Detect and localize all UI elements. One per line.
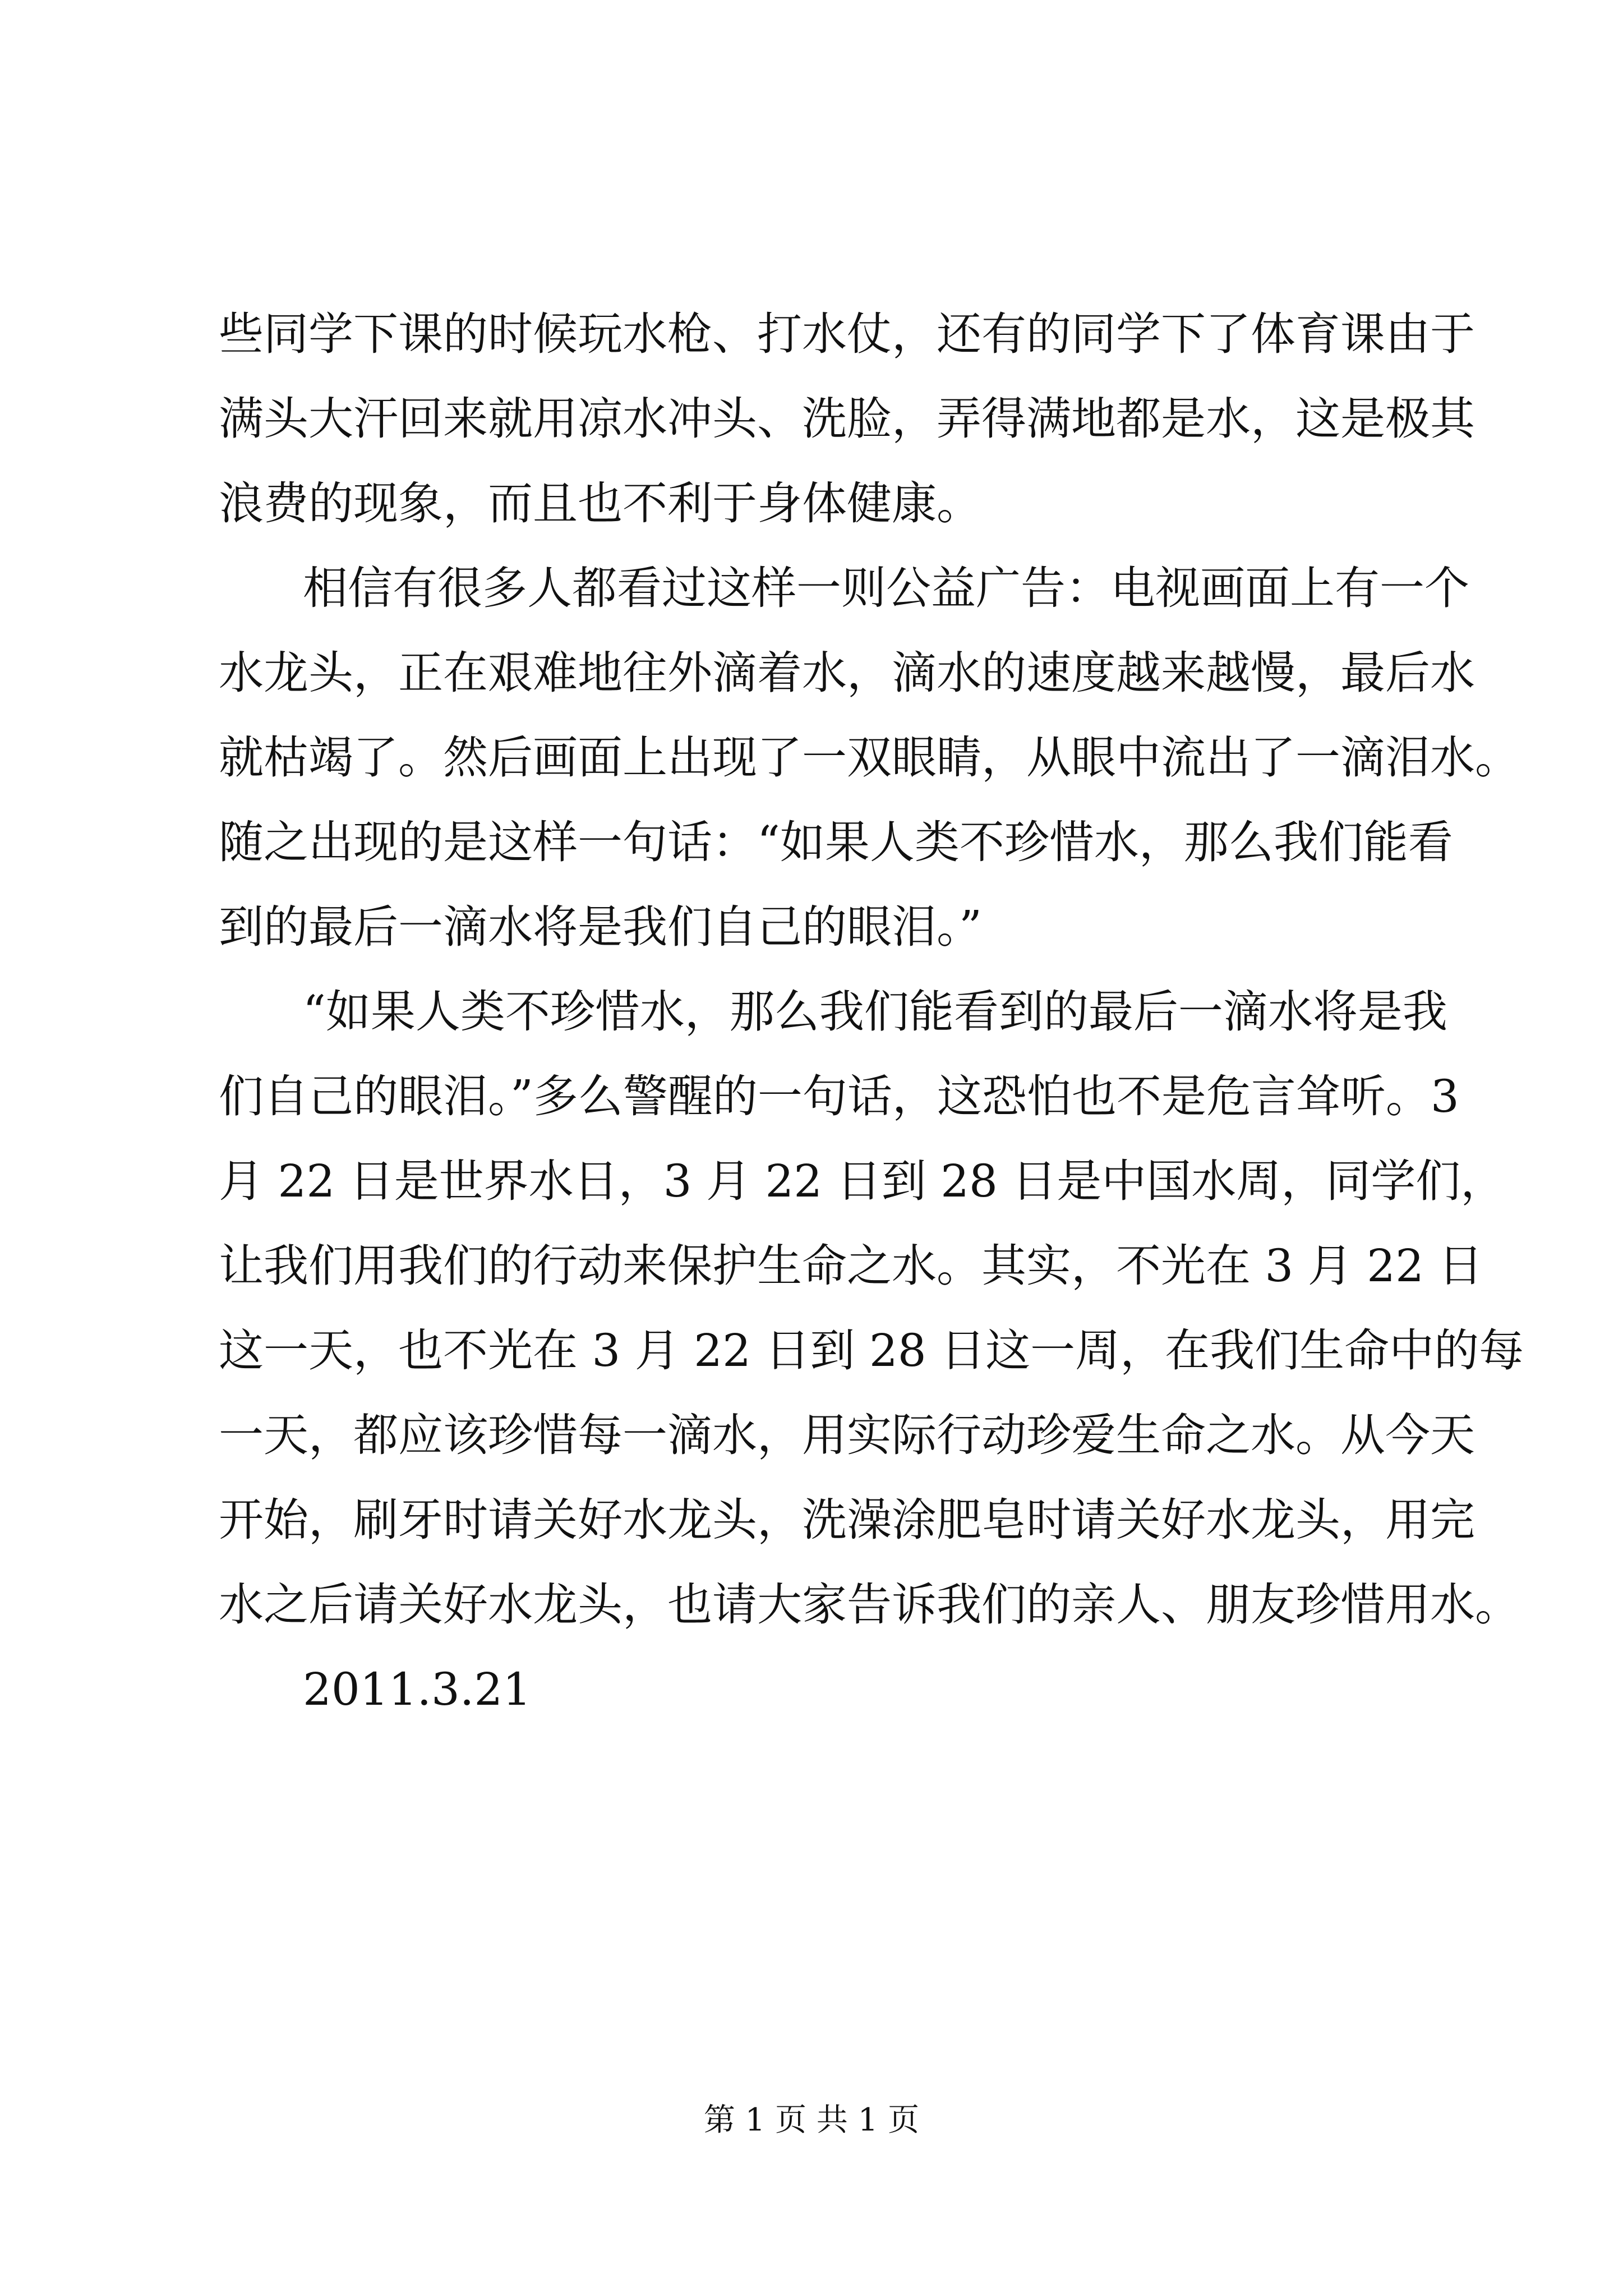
paragraph-1 xyxy=(219,292,1475,546)
document-date: 2011.3.21 xyxy=(303,1663,532,1715)
text-line: 这一天，也不光在 3 月 22 日到 28 日这一周，在我们生命中的每 xyxy=(219,1324,1524,1377)
paragraph-3 xyxy=(219,969,1524,1647)
text-line: 们自己的眼泪。”多么警醒的一句话，这恐怕也不是危言耸听。3 xyxy=(219,1070,1459,1122)
text-line: 相信有很多人都看过这样一则公益广告：电视画面上有一个 xyxy=(303,562,1469,614)
text-line: 浪费的现象，而且也不利于身体健康。 xyxy=(219,477,981,530)
text-line: 开始，刷牙时请关好水龙头，洗澡涂肥皂时请关好水龙头，用完 xyxy=(219,1494,1475,1546)
text-line: 些同学下课的时候玩水枪、打水仗，还有的同学下了体育课由于 xyxy=(219,308,1475,360)
document-body xyxy=(219,292,1524,1732)
text-line: 让我们用我们的行动来保护生命之水。其实，不光在 3 月 22 日 xyxy=(219,1240,1483,1292)
text-line: 随之出现的是这样一句话：“如果人类不珍惜水，那么我们能看 xyxy=(219,816,1453,868)
text-line: 到的最后一滴水将是我们自己的眼泪。” xyxy=(219,901,982,953)
text-line: “如果人类不珍惜水，那么我们能看到的最后一滴水将是我 xyxy=(303,986,1447,1038)
text-line: 一天，都应该珍惜每一滴水，用实际行动珍爱生命之水。从今天 xyxy=(219,1409,1475,1461)
text-line: 满头大汗回来就用凉水冲头、洗脸，弄得满地都是水，这是极其 xyxy=(219,393,1475,445)
text-line: 月 22 日是世界水日，3 月 22 日到 28 日是中国水周，同学们， xyxy=(219,1155,1506,1207)
paragraph-2 xyxy=(219,546,1520,969)
text-line: 水之后请关好水龙头，也请大家告诉我们的亲人、朋友珍惜用水。 xyxy=(219,1579,1520,1631)
page-footer: 第 1 页 共 1 页 xyxy=(703,2102,920,2138)
text-line: 就枯竭了。然后画面上出现了一双眼睛，从眼中流出了一滴泪水。 xyxy=(219,731,1520,784)
text-line: 水龙头，正在艰难地往外滴着水，滴水的速度越来越慢，最后水 xyxy=(219,647,1475,699)
